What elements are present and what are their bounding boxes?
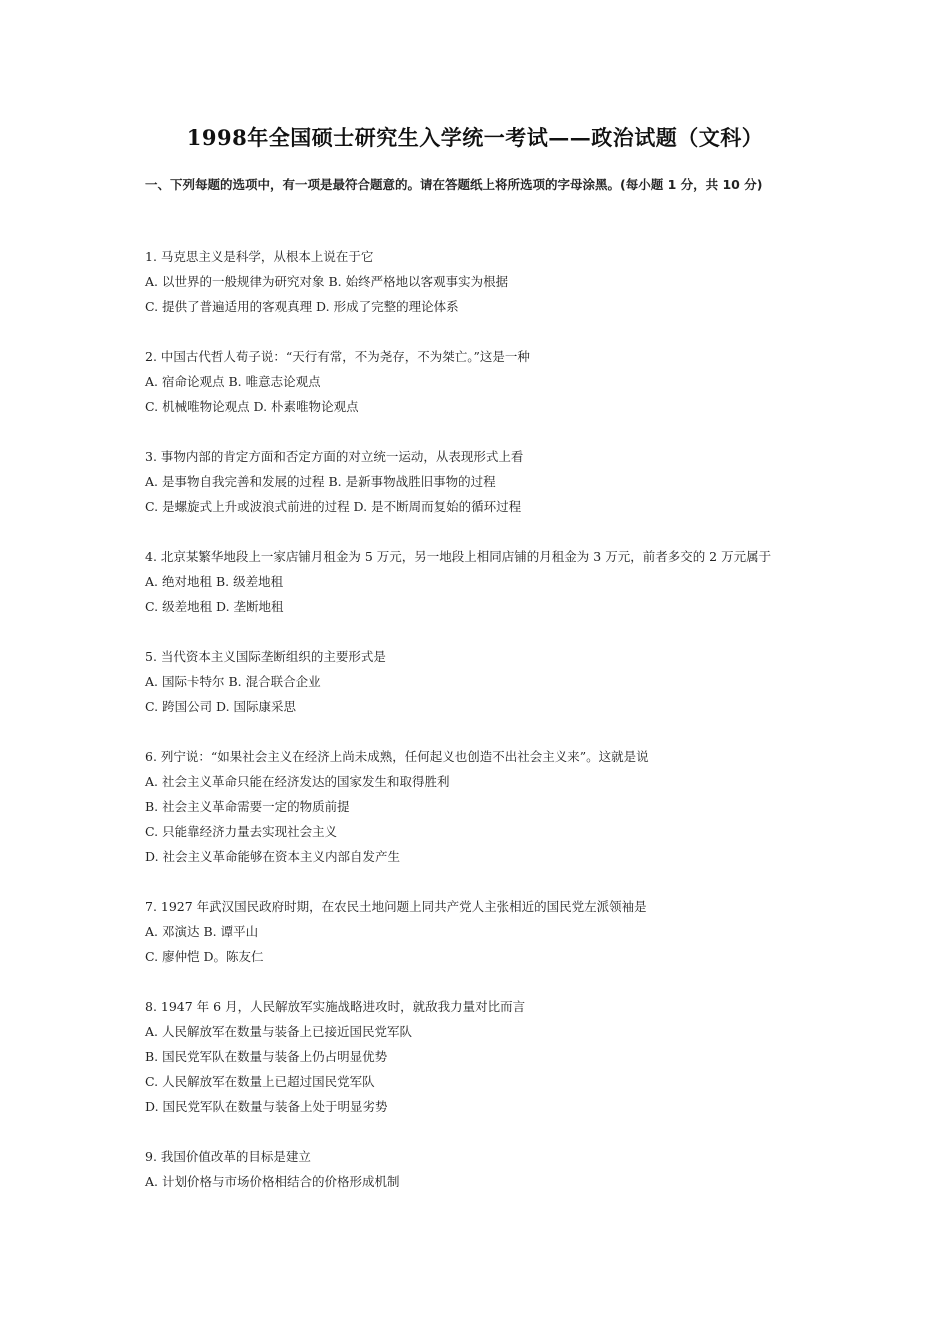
question-option: C. 是螺旋式上升或波浪式前进的过程 D. 是不断周而复始的循环过程 <box>145 499 522 514</box>
question-item <box>145 894 810 969</box>
question-option: C. 人民解放军在数量上已超过国民党军队 <box>145 1074 375 1089</box>
question-option: A. 宿命论观点 B. 唯意志论观点 <box>145 374 321 389</box>
question-item <box>145 544 810 619</box>
question-stem: 6. 列宁说：“如果社会主义在经济上尚未成熟，任何起义也创造不出社会主义来”。这就是说 <box>145 749 649 764</box>
question-option: D. 国民党军队在数量与装备上处于明显劣势 <box>145 1099 388 1114</box>
section-instructions: 一、下列每题的选项中，有一项是最符合题意的。请在答题纸上将所选项的字母涂黑。(每小题 1 分，共 10 分) <box>145 177 763 192</box>
question-item <box>145 1144 810 1194</box>
question-option: C. 提供了普遍适用的客观真理 D. 形成了完整的理论体系 <box>145 299 459 314</box>
question-option: A. 国际卡特尔 B. 混合联合企业 <box>145 674 321 689</box>
question-option: B. 国民党军队在数量与装备上仍占明显优势 <box>145 1049 388 1064</box>
question-item <box>145 644 810 719</box>
question-stem: 4. 北京某繁华地段上一家店铺月租金为 5 万元，另一地段上相同店铺的月租金为 3 万元，前者多交的 2 万元属于 <box>145 549 772 564</box>
question-option: A. 绝对地租 B. 级差地租 <box>145 574 284 589</box>
question-stem: 3. 事物内部的肯定方面和否定方面的对立统一运动，从表现形式上看 <box>145 449 524 464</box>
question-item <box>145 744 810 869</box>
question-item <box>145 994 810 1119</box>
question-option: C. 级差地租 D. 垄断地租 <box>145 599 284 614</box>
question-option: A. 以世界的一般规律为研究对象 B. 始终严格地以客观事实为根据 <box>145 274 509 289</box>
question-option: C. 只能靠经济力量去实现社会主义 <box>145 824 338 839</box>
question-option: A. 人民解放军在数量与装备上已接近国民党军队 <box>145 1024 412 1039</box>
question-list <box>145 244 810 1219</box>
question-option: C. 廖仲恺 D。陈友仁 <box>145 949 264 964</box>
question-option: A. 社会主义革命只能在经济发达的国家发生和取得胜利 <box>145 774 450 789</box>
question-item <box>145 344 810 419</box>
question-stem: 8. 1947 年 6 月，人民解放军实施战略进攻时，就敌我力量对比而言 <box>145 999 526 1014</box>
question-stem: 7. 1927 年武汉国民政府时期，在农民土地问题上同共产党人主张相近的国民党左派领袖是 <box>145 899 647 914</box>
question-option: C. 机械唯物论观点 D. 朴素唯物论观点 <box>145 399 359 414</box>
question-item <box>145 244 810 319</box>
question-option: D. 社会主义革命能够在资本主义内部自发产生 <box>145 849 401 864</box>
question-stem: 9. 我国价值改革的目标是建立 <box>145 1149 311 1164</box>
question-item <box>145 444 810 519</box>
question-option: B. 社会主义革命需要一定的物质前提 <box>145 799 350 814</box>
question-stem: 1. 马克思主义是科学，从根本上说在于它 <box>145 249 374 264</box>
question-option: A. 计划价格与市场价格相结合的价格形成机制 <box>145 1174 400 1189</box>
question-stem: 2. 中国古代哲人荀子说：“天行有常，不为尧存，不为桀亡。”这是一种 <box>145 349 530 364</box>
question-stem: 5. 当代资本主义国际垄断组织的主要形式是 <box>145 649 386 664</box>
question-option: C. 跨国公司 D. 国际康采思 <box>145 699 297 714</box>
question-option: A. 邓演达 B. 谭平山 <box>145 924 259 939</box>
question-option: A. 是事物自我完善和发展的过程 B. 是新事物战胜旧事物的过程 <box>145 474 496 489</box>
document-title: 1998年全国硕士研究生入学统一考试——政治试题（文科） <box>186 125 764 150</box>
